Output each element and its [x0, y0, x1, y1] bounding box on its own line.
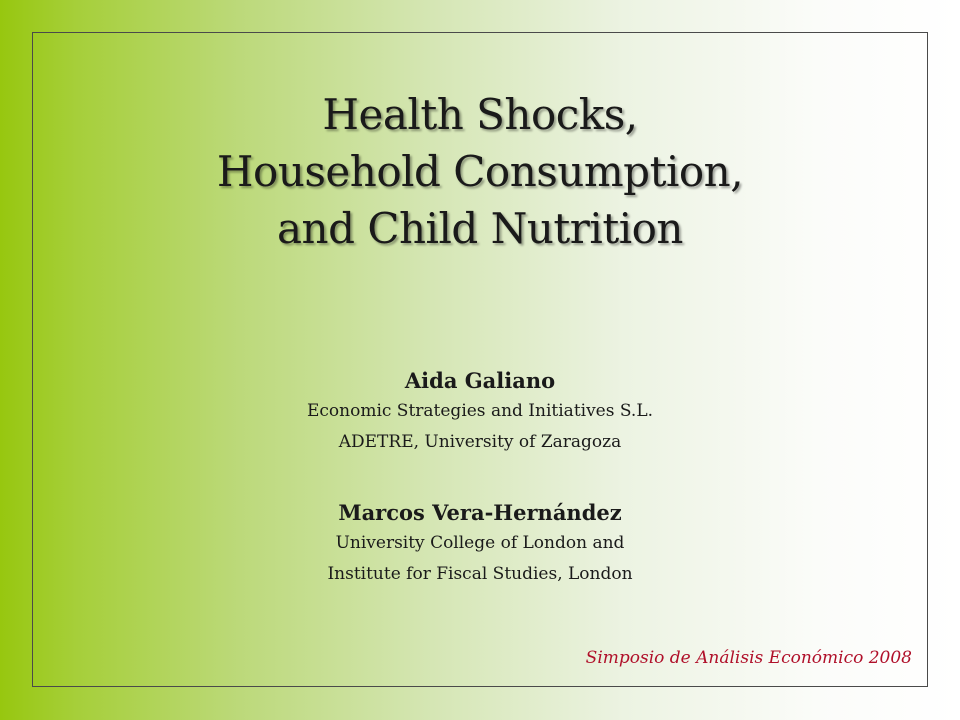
author-2-affiliation-1: University College of London and: [335, 533, 625, 553]
title-line-3: and Child Nutrition: [277, 204, 683, 253]
event-footer: Simposio de Análisis Económico 2008: [585, 648, 912, 668]
authors-block: [0, 366, 960, 590]
author-2-affiliation-2: Institute for Fiscal Studies, London: [327, 564, 633, 584]
slide-title: [0, 86, 960, 257]
author-2-name: Marcos Vera-Hernández: [338, 500, 622, 525]
author-1-affiliation-1: Economic Strategies and Initiatives S.L.: [306, 401, 654, 421]
author-1-name: Aida Galiano: [404, 368, 556, 393]
title-line-2: Household Consumption,: [216, 147, 744, 196]
title-line-1: Health Shocks,: [322, 90, 638, 139]
author-1-affiliation-2: ADETRE, University of Zaragoza: [338, 432, 622, 452]
